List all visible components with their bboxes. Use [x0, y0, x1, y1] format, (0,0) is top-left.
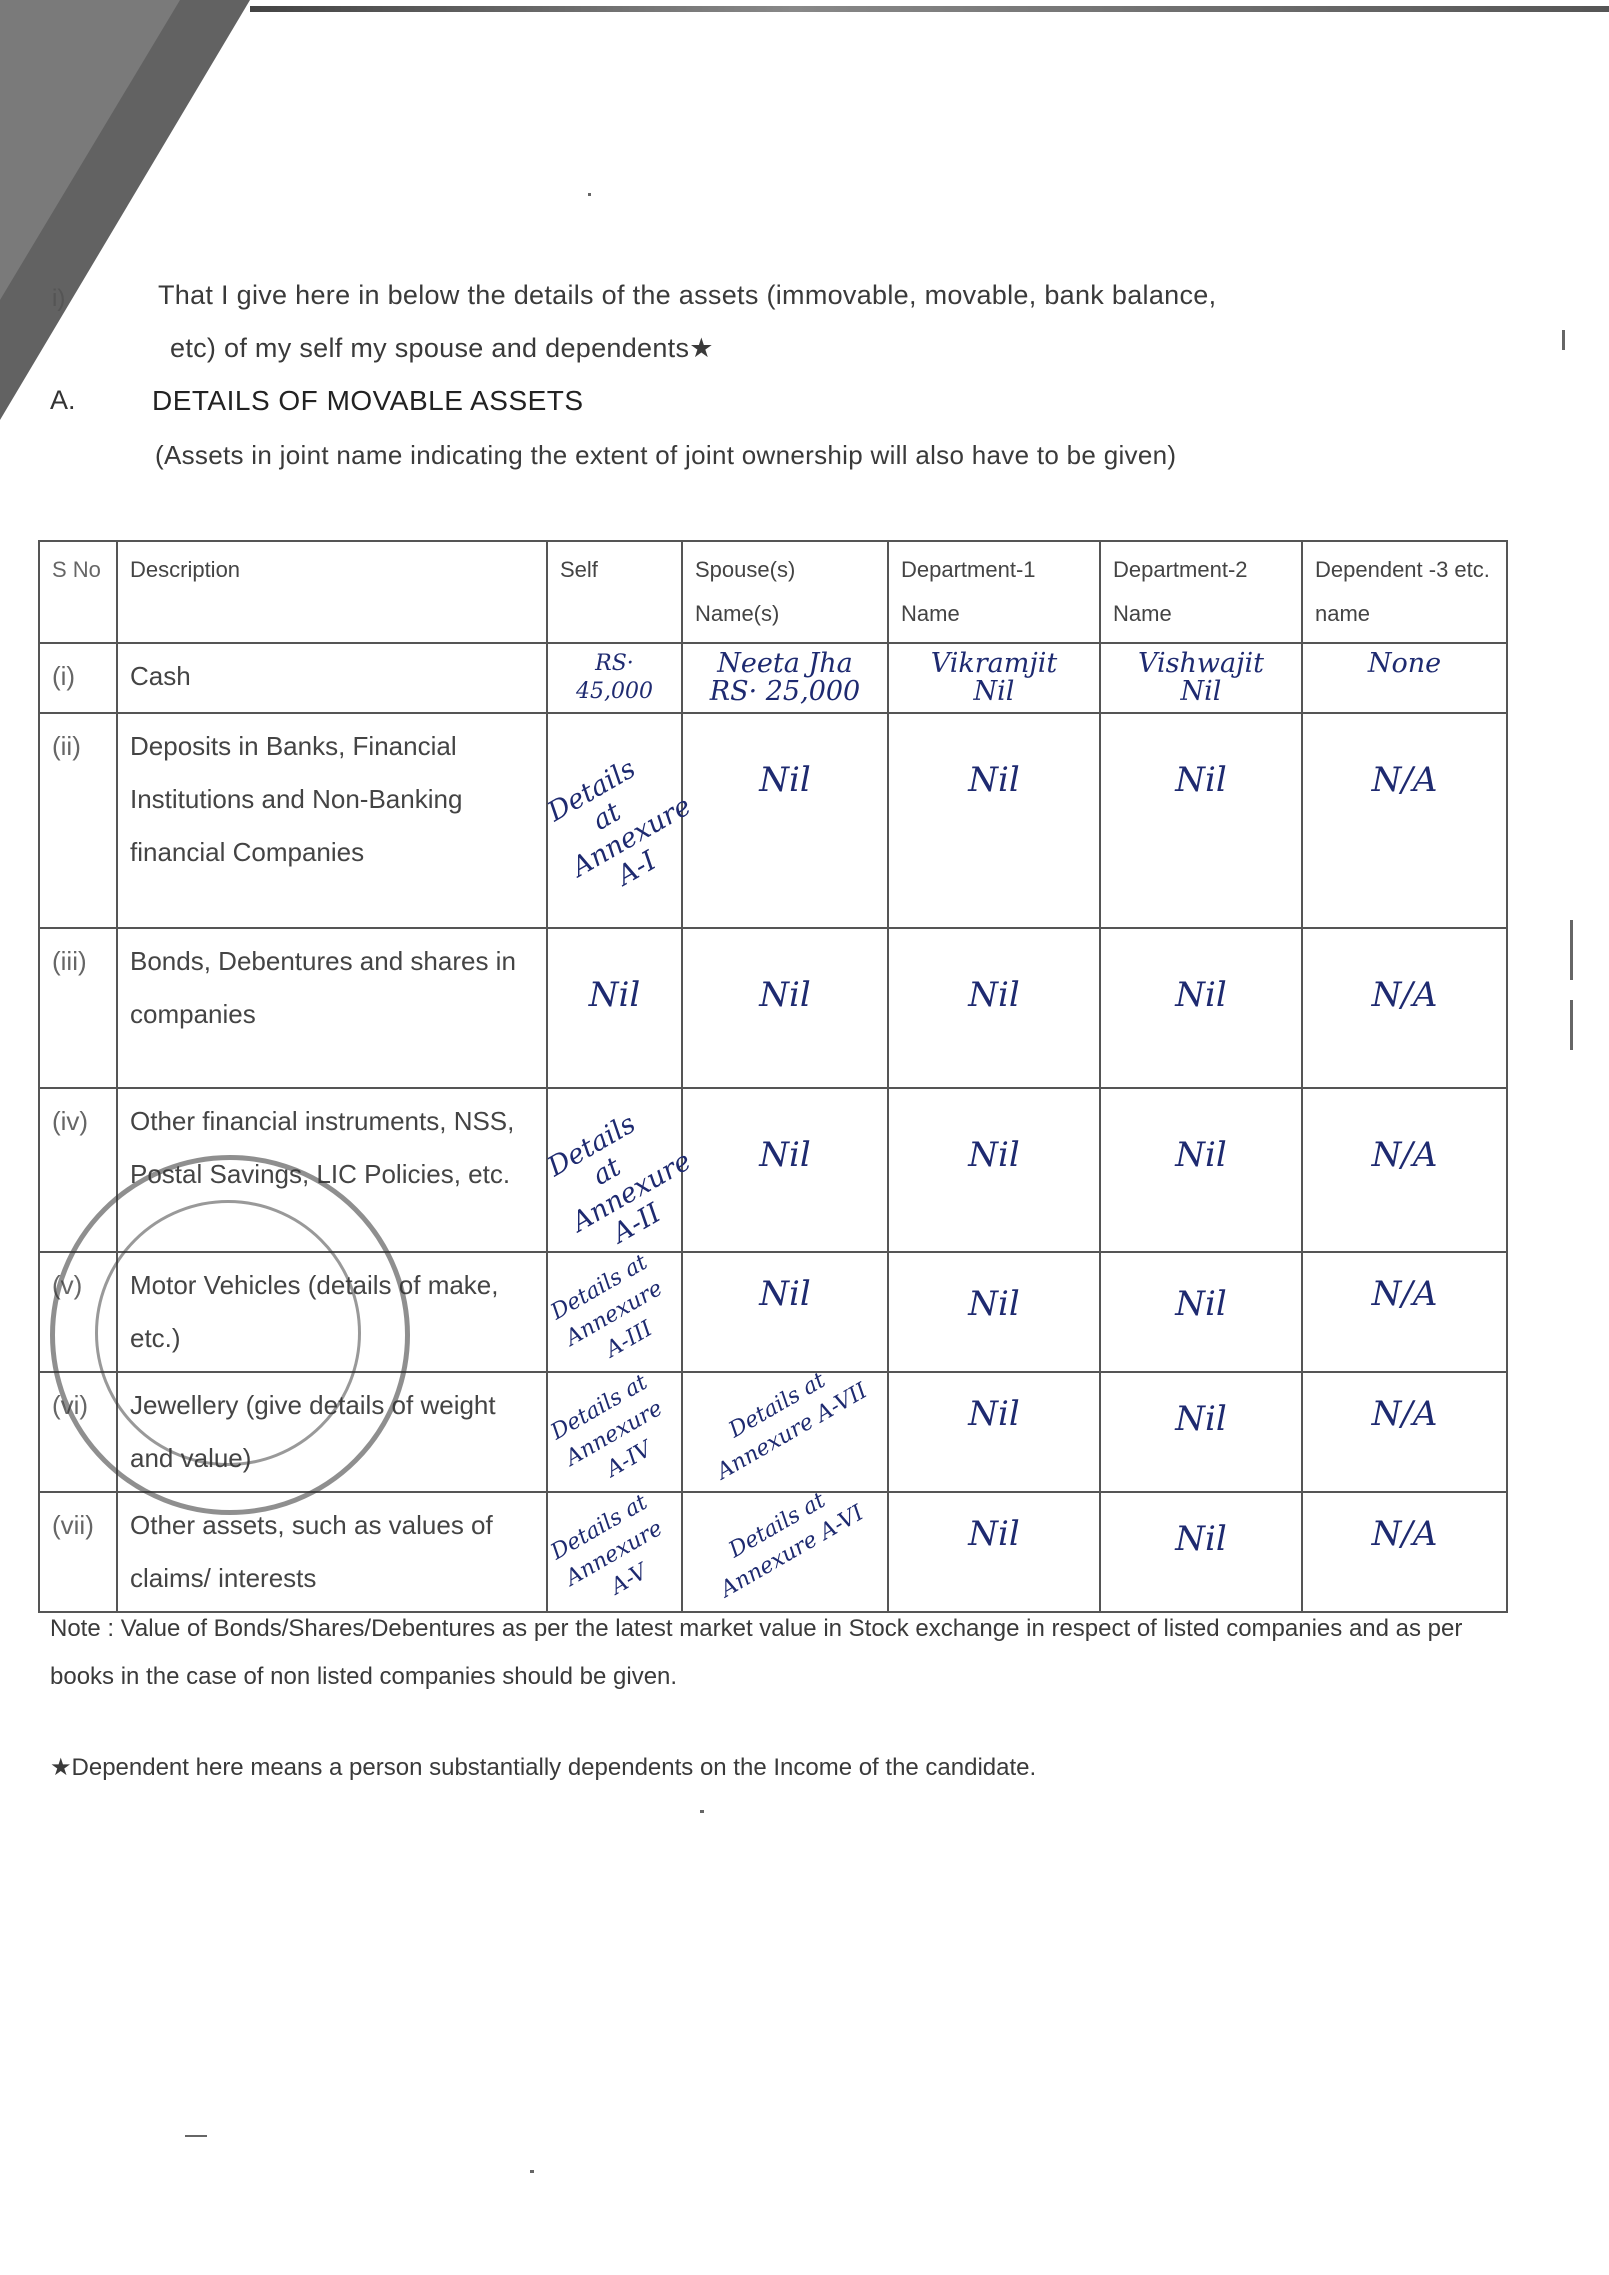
- row-self: [547, 928, 682, 1088]
- row-sno: (v): [39, 1252, 117, 1372]
- row-dep1: [888, 1492, 1100, 1612]
- row-self: [547, 1492, 682, 1612]
- row-dep1: [888, 643, 1100, 713]
- handwritten-value: RS· 25,000: [709, 676, 861, 707]
- handwritten-value: Nil: [1180, 676, 1222, 707]
- row-dep3: [1302, 1372, 1507, 1492]
- handwritten-value: Nil: [968, 1514, 1020, 1554]
- handwritten-value: Nil: [759, 1135, 811, 1175]
- row-spouse: [682, 1368, 888, 1492]
- header-dep1: Department-1 Name: [888, 541, 1100, 643]
- scan-speck: [700, 1810, 704, 1813]
- row-dep2: [1100, 643, 1302, 713]
- scan-speck: [1570, 920, 1573, 980]
- row-dep2: [1100, 1252, 1302, 1372]
- handwritten-value: Nil: [1175, 760, 1227, 800]
- handwritten-value: Nil: [1175, 1135, 1227, 1175]
- handwritten-value: None: [1367, 648, 1442, 679]
- row-dep1: [888, 1252, 1100, 1372]
- row-description: Cash: [117, 643, 547, 713]
- scan-speck: [185, 2135, 207, 2137]
- row-dep3: [1302, 713, 1507, 928]
- row-dep3: [1302, 1252, 1507, 1372]
- handwritten-value: Nil: [968, 760, 1020, 800]
- row-spouse: [682, 1488, 888, 1612]
- scan-speck: [588, 193, 591, 196]
- handwritten-value: Details at Annexure A-IV: [546, 1370, 667, 1483]
- table-header-row: [39, 541, 1507, 643]
- scan-speck: [530, 2170, 534, 2173]
- row-dep1: [888, 1372, 1100, 1492]
- section-subtitle: (Assets in joint name indicating the extent of joint ownership will also have to be given): [155, 440, 1177, 470]
- row-description: Motor Vehicles (details of make, etc.): [117, 1252, 547, 1372]
- header-dep2: Department-2 Name: [1100, 541, 1302, 643]
- handwritten-value: N/A: [1371, 1514, 1438, 1554]
- scan-speck: [1562, 330, 1565, 350]
- handwritten-value: Details at Annexure A-III: [546, 1250, 667, 1363]
- handwritten-value: N/A: [1371, 1274, 1438, 1314]
- handwritten-value: Details at Annexure A-V: [546, 1490, 667, 1600]
- handwritten-value: Neeta Jha: [717, 648, 853, 679]
- handwritten-value: Details at Annexure A-I: [542, 753, 697, 892]
- row-dep3: [1302, 1492, 1507, 1612]
- scan-speck: [1570, 1000, 1573, 1050]
- row-dep2: [1100, 1088, 1302, 1252]
- table-row: [39, 928, 1507, 1088]
- row-description: Bonds, Debentures and shares in companies: [117, 928, 547, 1088]
- handwritten-value: Nil: [1175, 975, 1227, 1015]
- handwritten-value: N/A: [1371, 1135, 1438, 1175]
- handwritten-value: Details at Annexure A-VI: [716, 1488, 869, 1603]
- handwritten-value: Details at Annexure A-VII: [712, 1368, 872, 1485]
- row-sno: (ii): [39, 713, 117, 928]
- header-spouse: Spouse(s) Name(s): [682, 541, 888, 643]
- intro-marker: i): [52, 285, 66, 312]
- row-dep1: [888, 928, 1100, 1088]
- handwritten-value: Nil: [968, 975, 1020, 1015]
- row-spouse: [682, 928, 888, 1088]
- row-dep3: [1302, 928, 1507, 1088]
- handwritten-value: N/A: [1371, 760, 1438, 800]
- row-dep2: [1100, 1372, 1302, 1492]
- row-sno: (iv): [39, 1088, 117, 1252]
- row-dep3: [1302, 643, 1507, 713]
- section-letter: A.: [50, 385, 76, 415]
- row-description: Other assets, such as values of claims/ interests: [117, 1492, 547, 1612]
- row-self: [542, 1088, 697, 1252]
- row-sno: (i): [39, 643, 117, 713]
- row-sno: (vi): [39, 1372, 117, 1492]
- valuation-note: Note : Value of Bonds/Shares/Debentures as per the latest market value in Stock exchange in respect of listed companies and as per books in the case of non listed companies should be given.: [50, 1615, 1463, 1690]
- handwritten-value: Nil: [759, 1274, 811, 1314]
- table-row: [39, 713, 1507, 928]
- handwritten-value: Nil: [968, 1394, 1020, 1434]
- table-row: [39, 643, 1507, 713]
- handwritten-value: Nil: [973, 676, 1015, 707]
- scan-top-edge: [250, 6, 1609, 12]
- handwritten-value: Vishwajit: [1138, 648, 1264, 679]
- handwritten-value: Details at Annexure A-II: [542, 1108, 697, 1250]
- row-spouse: [682, 1088, 888, 1252]
- handwritten-value: Vikramjit: [930, 648, 1058, 679]
- header-sno: S No: [39, 541, 117, 643]
- header-dep3: Dependent -3 etc. name: [1302, 541, 1507, 643]
- row-spouse: [682, 713, 888, 928]
- scan-shadow-corner-inner: [0, 0, 180, 300]
- handwritten-value: RS· 45,000: [576, 651, 653, 704]
- handwritten-value: Nil: [588, 975, 641, 1015]
- intro-line-1: That I give here in below the details of the assets (immovable, movable, bank balance,: [158, 280, 1217, 310]
- section-title: DETAILS OF MOVABLE ASSETS: [152, 385, 584, 416]
- row-dep2: [1100, 713, 1302, 928]
- handwritten-value: Nil: [968, 1135, 1020, 1175]
- handwritten-value: Nil: [968, 1284, 1020, 1324]
- row-description: Other financial instruments, NSS, Postal Savings, LIC Policies, etc.: [117, 1088, 547, 1252]
- notary-stamp-inner-ring: [95, 1200, 361, 1466]
- row-dep2: [1100, 1492, 1302, 1612]
- row-dep1: [888, 713, 1100, 928]
- handwritten-value: Nil: [1175, 1519, 1227, 1559]
- header-self: Self: [547, 541, 682, 643]
- row-self: [547, 1372, 682, 1492]
- handwritten-value: Nil: [1175, 1399, 1227, 1439]
- row-self: [547, 643, 682, 713]
- row-dep3: [1302, 1088, 1507, 1252]
- row-spouse: [682, 643, 888, 713]
- row-description: Deposits in Banks, Financial Institutions and Non-Banking financial Companies: [117, 713, 547, 928]
- row-self: [547, 1252, 682, 1372]
- row-dep2: [1100, 928, 1302, 1088]
- intro-line-2: etc) of my self my spouse and dependents★: [170, 333, 714, 363]
- header-description: Description: [117, 541, 547, 643]
- row-dep1: [888, 1088, 1100, 1252]
- handwritten-value: N/A: [1371, 975, 1438, 1015]
- row-self: [542, 713, 697, 928]
- row-sno: (vii): [39, 1492, 117, 1612]
- row-spouse: [682, 1252, 888, 1372]
- handwritten-value: Nil: [759, 760, 811, 800]
- handwritten-value: Nil: [1175, 1284, 1227, 1324]
- handwritten-value: N/A: [1371, 1394, 1438, 1434]
- row-sno: (iii): [39, 928, 117, 1088]
- handwritten-value: Nil: [759, 975, 811, 1015]
- row-description: Jewellery (give details of weight and value): [117, 1372, 547, 1492]
- dependent-definition: ★Dependent here means a person substantially dependents on the Income of the candidate.: [50, 1754, 1037, 1781]
